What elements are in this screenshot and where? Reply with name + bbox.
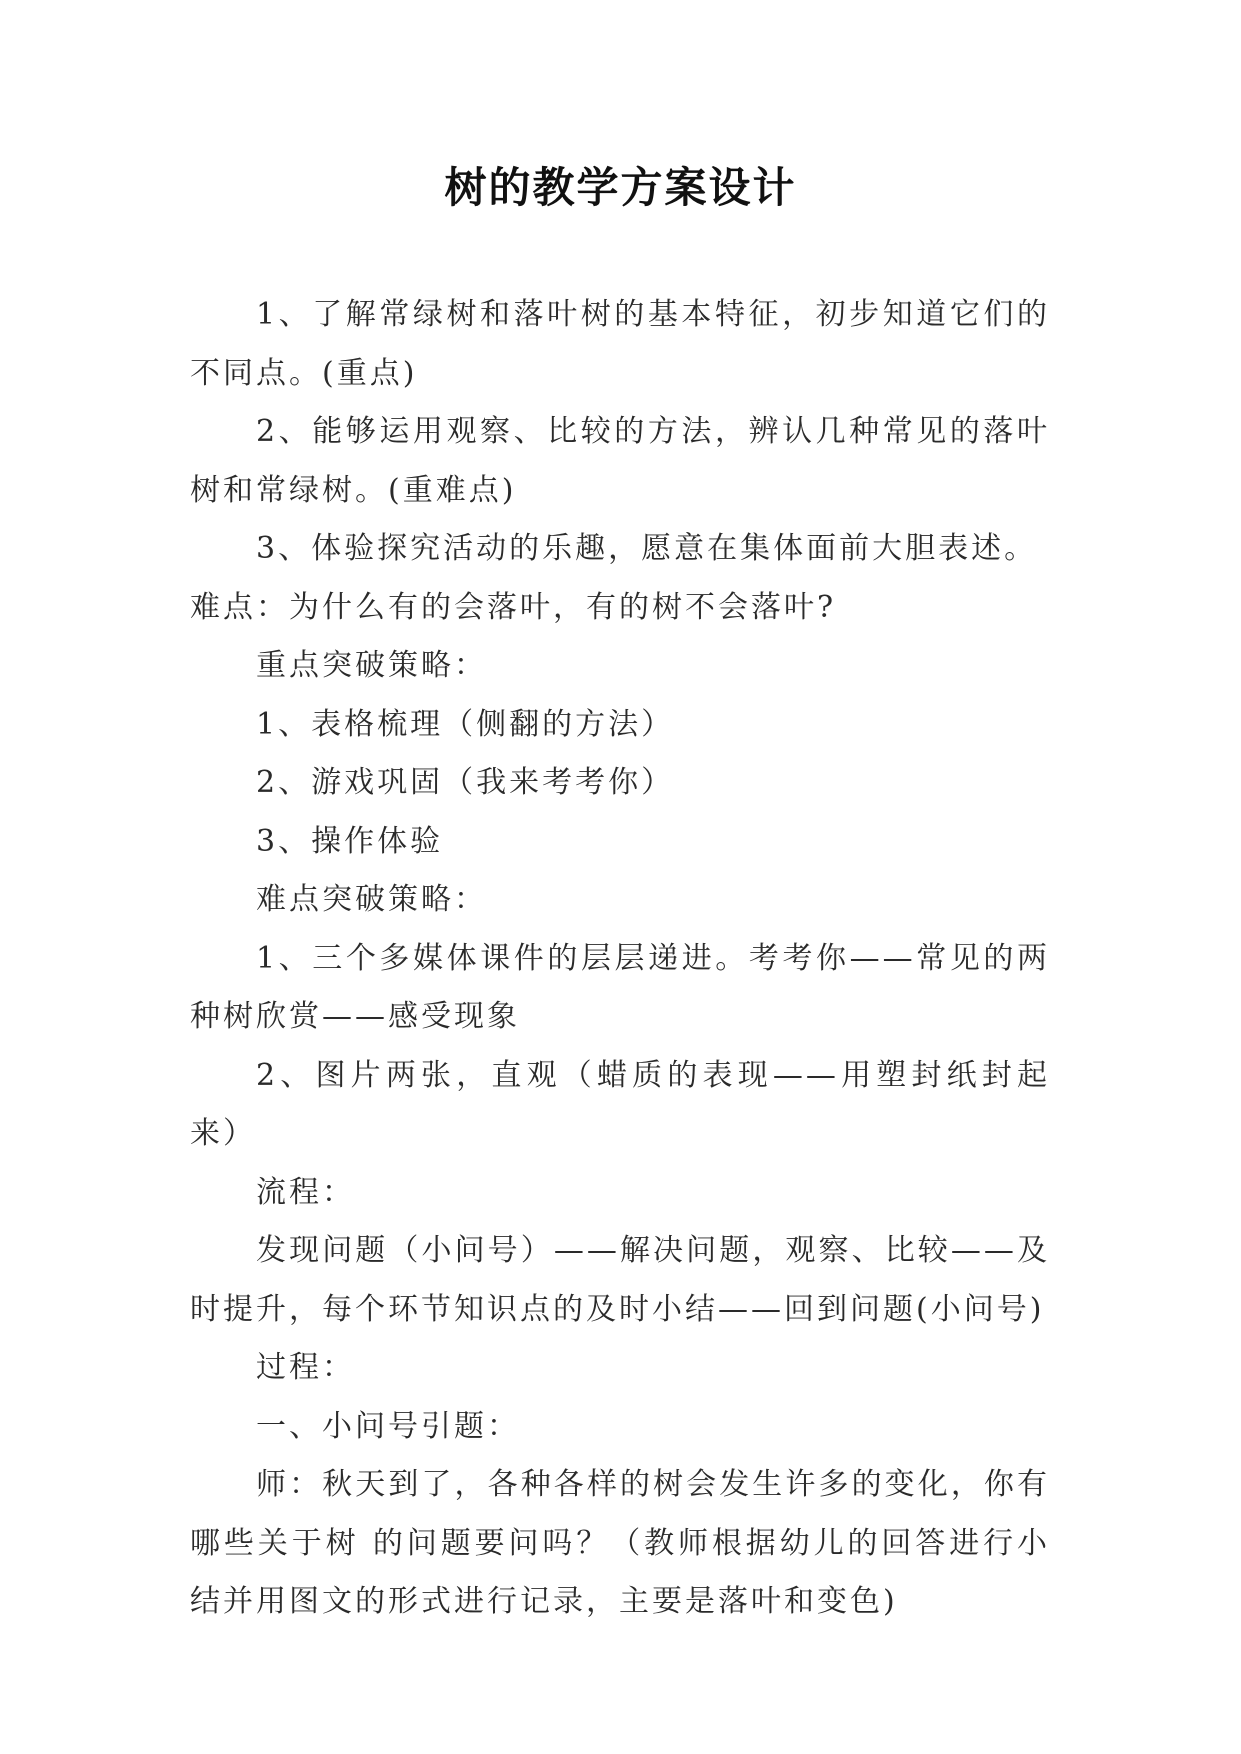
document-title: 树的教学方案设计 (444, 163, 797, 212)
paragraph-difficulty-strategy-heading: 难点突破策略： (256, 882, 487, 917)
paragraph-objective-3: 3、体验探究活动的乐趣，愿意在集体面前大胆表述。 (256, 531, 1038, 566)
paragraph-teacher-dialogue: 师：秋天到了，各种各样的树会发生许多的变化，你有哪些关于树 的问题要问吗？（教师根据幼儿的回答进行小结并用图文的形式进行记录，主要是落叶和变色) (190, 1467, 1050, 1619)
paragraph-difficulty-strategy-2: 2、图片两张，直观（蜡质的表现——用塑封纸封起来） (190, 1057, 1050, 1151)
paragraph-flow-heading: 流程： (256, 1174, 355, 1210)
document-body (190, 286, 1050, 1632)
paragraph-process-heading: 过程： (256, 1350, 355, 1385)
paragraph-key-strategy-3: 3、操作体验 (256, 823, 444, 859)
paragraph-key-strategy-heading: 重点突破策略： (256, 648, 487, 683)
paragraph-difficulty-strategy-1: 1、三个多媒体课件的层层递进。考考你——常见的两种树欣赏——感受现象 (190, 940, 1050, 1034)
paragraph-objective-2: 2、能够运用观察、比较的方法，辨认几种常见的落叶树和常绿树。(重难点) (190, 414, 1050, 508)
paragraph-step-1-heading: 一、小问号引题： (256, 1408, 520, 1444)
paragraph-key-strategy-2: 2、游戏巩固（我来考考你） (256, 765, 675, 800)
paragraph-key-strategy-1: 1、表格梳理（侧翻的方法） (256, 706, 675, 742)
paragraph-flow: 发现问题（小问号）——解决问题，观察、比较——及时提升，每个环节知识点的及时小结——回到问题(小问号) (190, 1233, 1050, 1327)
paragraph-difficulty: 难点：为什么有的会落叶，有的树不会落叶? (190, 589, 837, 625)
paragraph-objective-1: 1、了解常绿树和落叶树的基本特征，初步知道它们的不同点。(重点) (190, 297, 1050, 391)
